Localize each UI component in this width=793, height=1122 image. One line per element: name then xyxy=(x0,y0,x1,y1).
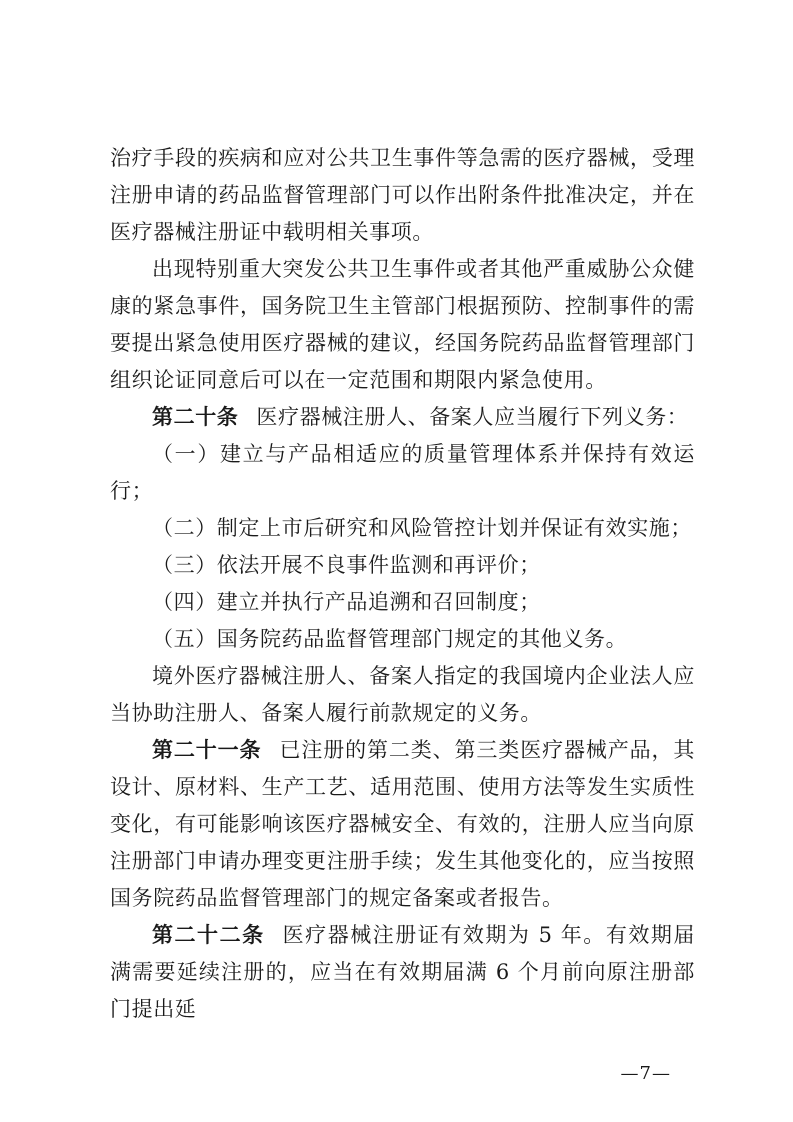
paragraph-text: （五）国务院药品监督管理部门规定的其他义务。 xyxy=(152,627,628,651)
body-paragraph xyxy=(110,251,695,399)
body-paragraph xyxy=(110,436,695,510)
body-paragraph xyxy=(110,140,695,251)
paragraph-text: （二）制定上市后研究和风险管控计划并保证有效实施； xyxy=(152,516,692,540)
body-paragraph xyxy=(110,584,695,621)
page-number: —7— xyxy=(620,1063,671,1084)
paragraph-text: （四）建立并执行产品追溯和召回制度； xyxy=(152,590,541,614)
article-paragraph xyxy=(110,917,695,1028)
paragraph-text: （三）依法开展不良事件监测和再评价； xyxy=(152,553,541,577)
body-paragraph xyxy=(110,621,695,658)
paragraph-text: 出现特别重大突发公共卫生事件或者其他严重威胁公众健康的紧急事件，国务院卫生主管部门根据预防、控制事件的需要提出紧急使用医疗器械的建议，经国务院药品监督管理部门组织论证同意后可以在一定范围和期限内紧急使用。 xyxy=(110,257,695,392)
body-paragraph xyxy=(110,547,695,584)
paragraph-text: 已注册的第二类、第三类医疗器械产品，其设计、原材料、生产工艺、适用范围、使用方法等发生实质性变化，有可能影响该医疗器械安全、有效的，注册人应当向原注册部门申请办理变更注册手续；发生其他变化的，应当按照国务院药品监督管理部门的规定备案或者报告。 xyxy=(110,738,695,910)
article-title: 第二十二条 xyxy=(152,923,265,947)
paragraph-text: 治疗手段的疾病和应对公共卫生事件等急需的医疗器械，受理注册申请的药品监督管理部门可以作出附条件批准决定，并在医疗器械注册证中载明相关事项。 xyxy=(110,146,695,244)
paragraph-text: 医疗器械注册人、备案人应当履行下列义务： xyxy=(256,405,689,429)
article-paragraph xyxy=(110,399,695,436)
article-title: 第二十一条 xyxy=(152,738,262,762)
paragraph-text: （一）建立与产品相适应的质量管理体系并保持有效运行； xyxy=(110,442,695,503)
article-paragraph xyxy=(110,732,695,917)
document-body xyxy=(110,140,695,1028)
body-paragraph xyxy=(110,658,695,732)
paragraph-text: 境外医疗器械注册人、备案人指定的我国境内企业法人应当协助注册人、备案人履行前款规定的义务。 xyxy=(110,664,695,725)
paragraph-text: 医疗器械注册证有效期为 5 年。有效期届满需要延续注册的，应当在有效期届满 6 个月前向原注册部门提出延 xyxy=(110,923,696,1021)
body-paragraph xyxy=(110,510,695,547)
article-title: 第二十条 xyxy=(152,405,239,429)
